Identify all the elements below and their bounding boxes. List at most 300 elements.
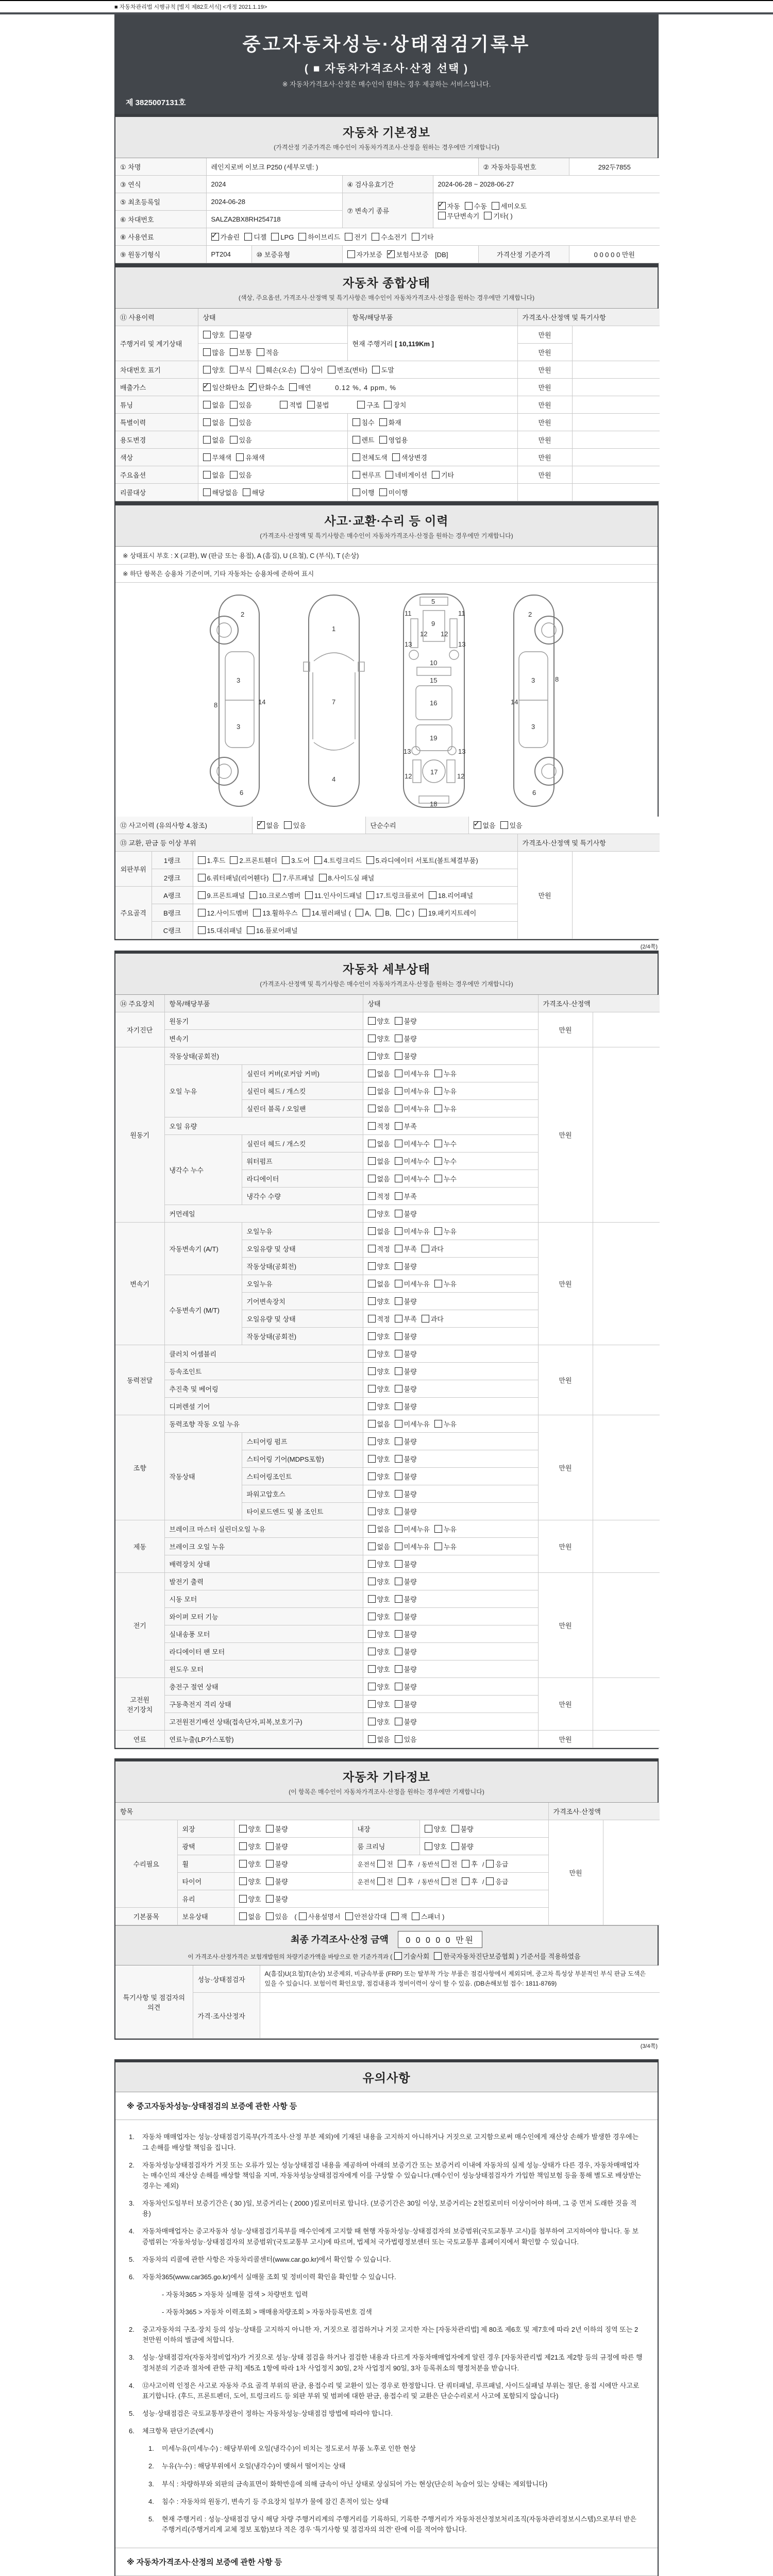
checkbox-icon[interactable] [266,1877,274,1885]
checkbox-icon[interactable] [368,1210,376,1217]
checkbox[interactable] [239,1841,261,1851]
checkbox-icon[interactable] [462,1877,469,1885]
checkbox[interactable] [368,1331,390,1341]
checkbox[interactable] [395,1331,417,1341]
checkbox-icon[interactable] [395,1350,402,1358]
checkbox[interactable] [462,1876,478,1886]
checkbox-icon[interactable] [282,856,290,864]
checkbox[interactable] [451,1841,474,1851]
checkbox[interactable] [368,1612,390,1621]
checkbox[interactable] [395,1296,417,1306]
checkbox-icon[interactable] [377,1877,385,1885]
checkbox[interactable] [284,820,306,830]
checkbox[interactable] [247,925,298,935]
checkbox-icon[interactable] [395,1035,402,1042]
checkbox-icon[interactable] [366,856,374,864]
checkbox-icon[interactable] [368,1700,376,1708]
checkbox-icon[interactable] [368,1017,376,1025]
checkbox-icon[interactable] [438,212,446,219]
checkbox[interactable] [203,487,238,497]
checkbox-icon[interactable] [395,1140,402,1147]
checkbox-icon[interactable] [451,1842,459,1850]
checkbox[interactable] [230,347,252,357]
checkbox-icon[interactable] [307,401,315,409]
checkbox[interactable] [368,1401,390,1411]
checkbox-icon[interactable] [203,418,211,426]
checkbox-icon[interactable] [368,1525,376,1533]
checkbox[interactable] [368,1191,390,1201]
checkbox-icon[interactable] [368,1192,376,1200]
checkbox[interactable] [298,232,340,242]
checkbox[interactable] [352,470,381,480]
checkbox-icon[interactable] [284,821,292,829]
checkbox[interactable] [230,470,252,480]
checkbox[interactable] [434,1174,457,1183]
checkbox[interactable] [239,1824,261,1834]
checkbox[interactable] [395,1226,430,1236]
checkbox[interactable] [395,1682,417,1691]
checkbox[interactable] [368,1541,390,1551]
checkbox-icon[interactable] [395,1437,402,1445]
checkbox-icon[interactable] [319,874,327,882]
checkbox-icon[interactable] [368,1280,376,1287]
checkbox[interactable] [368,1174,390,1183]
checkbox[interactable] [486,1859,508,1869]
checkbox[interactable] [203,435,225,445]
checkbox-icon[interactable] [257,348,264,356]
checkbox-icon[interactable] [391,1912,399,1920]
checkbox[interactable] [395,1524,430,1534]
checkbox[interactable] [395,1314,417,1324]
checkbox-icon[interactable] [239,1860,247,1868]
checkbox[interactable] [434,1086,457,1096]
checkbox-icon[interactable] [432,471,440,479]
checkbox-icon[interactable] [368,1490,376,1498]
checkbox-icon[interactable] [203,471,211,479]
checkbox[interactable] [395,1104,430,1113]
checkbox-icon[interactable] [368,1140,376,1147]
checkbox-icon[interactable] [368,1350,376,1358]
checkbox-icon[interactable] [249,891,257,899]
checkbox[interactable] [412,232,434,242]
checkbox-icon[interactable] [395,1367,402,1375]
checkbox[interactable] [198,925,242,935]
checkbox[interactable] [253,908,297,918]
checkbox[interactable] [395,1717,417,1726]
checkbox-icon[interactable] [387,250,395,258]
checkbox-icon[interactable] [368,1157,376,1165]
checkbox[interactable] [395,1612,417,1621]
checkbox[interactable] [314,855,362,865]
checkbox-checked[interactable] [438,201,460,211]
checkbox-icon[interactable] [368,1472,376,1480]
checkbox[interactable] [434,1419,457,1429]
checkbox-icon[interactable] [253,909,261,917]
checkbox[interactable] [203,400,225,410]
checkbox-icon[interactable] [289,383,297,391]
checkbox-icon[interactable] [395,1648,402,1655]
checkbox-icon[interactable] [352,436,360,444]
checkbox[interactable] [368,1139,390,1148]
checkbox[interactable] [266,1859,288,1869]
checkbox-icon[interactable] [368,1245,376,1252]
checkbox[interactable] [301,365,323,375]
checkbox-icon[interactable] [398,1860,406,1868]
checkbox-icon[interactable] [366,891,374,899]
checkbox-icon[interactable] [384,401,392,409]
checkbox[interactable] [442,1876,458,1886]
checkbox[interactable] [368,1734,390,1744]
checkbox-checked[interactable] [211,232,240,242]
checkbox-icon[interactable] [434,1420,442,1428]
checkbox[interactable] [395,1191,417,1201]
checkbox-icon[interactable] [203,436,211,444]
checkbox[interactable] [395,1489,417,1499]
checkbox[interactable] [395,1156,430,1166]
checkbox-icon[interactable] [484,212,492,219]
checkbox-icon[interactable] [395,1262,402,1270]
checkbox-icon[interactable] [257,821,265,829]
checkbox-icon[interactable] [368,1595,376,1603]
checkbox-icon[interactable] [396,909,404,917]
checkbox[interactable] [395,1559,417,1569]
checkbox[interactable] [230,417,252,427]
checkbox[interactable] [395,1471,417,1481]
checkbox-icon[interactable] [395,1157,402,1165]
checkbox-icon[interactable] [368,1648,376,1655]
checkbox-icon[interactable] [345,1912,353,1920]
checkbox[interactable] [434,1139,457,1148]
checkbox-icon[interactable] [230,401,238,409]
checkbox-icon[interactable] [198,891,206,899]
checkbox-icon[interactable] [239,1895,247,1903]
checkbox-icon[interactable] [395,1560,402,1568]
checkbox[interactable] [368,1156,390,1166]
checkbox-icon[interactable] [357,401,365,409]
checkbox[interactable] [368,1717,390,1726]
checkbox[interactable] [307,400,329,410]
checkbox[interactable] [395,1069,430,1078]
checkbox[interactable] [368,1454,390,1464]
checkbox[interactable] [198,855,226,865]
checkbox-icon[interactable] [266,1825,274,1833]
checkbox-icon[interactable] [486,1877,494,1885]
checkbox[interactable] [484,211,512,221]
checkbox[interactable] [434,1156,457,1166]
checkbox[interactable] [395,1261,417,1271]
checkbox-icon[interactable] [434,1105,442,1112]
checkbox-icon[interactable] [211,233,219,241]
checkbox-icon[interactable] [434,1175,442,1182]
checkbox[interactable] [282,855,310,865]
checkbox-icon[interactable] [368,1507,376,1515]
checkbox-icon[interactable] [395,1070,402,1077]
checkbox[interactable] [394,1951,429,1961]
checkbox[interactable] [395,1664,417,1674]
checkbox[interactable] [368,1296,390,1306]
checkbox-checked[interactable] [249,382,284,392]
checkbox[interactable] [395,1734,417,1744]
checkbox[interactable] [203,452,232,462]
checkbox[interactable] [230,400,252,410]
checkbox[interactable] [395,1577,417,1586]
checkbox-icon[interactable] [395,1420,402,1428]
checkbox-icon[interactable] [230,418,238,426]
checkbox-icon[interactable] [356,909,363,917]
checkbox[interactable] [422,1314,444,1324]
checkbox-icon[interactable] [395,1227,402,1235]
checkbox-icon[interactable] [429,891,436,899]
checkbox[interactable] [266,1824,288,1834]
checkbox-icon[interactable] [368,1262,376,1270]
checkbox-icon[interactable] [434,1070,442,1077]
checkbox-icon[interactable] [412,233,419,241]
checkbox-checked[interactable] [474,820,496,830]
checkbox[interactable] [203,330,225,340]
checkbox-icon[interactable] [314,856,322,864]
checkbox[interactable] [303,908,351,918]
checkbox[interactable] [398,1876,414,1886]
checkbox-icon[interactable] [395,1315,402,1323]
checkbox[interactable] [368,1577,390,1586]
checkbox-icon[interactable] [266,1895,274,1903]
checkbox[interactable] [395,1086,430,1096]
checkbox-icon[interactable] [368,1035,376,1042]
checkbox[interactable] [395,1629,417,1639]
checkbox-icon[interactable] [368,1560,376,1568]
checkbox[interactable] [395,1033,417,1043]
checkbox-icon[interactable] [395,1507,402,1515]
checkbox[interactable] [352,487,375,497]
checkbox-icon[interactable] [239,1912,247,1920]
checkbox-icon[interactable] [368,1455,376,1463]
checkbox-icon[interactable] [395,1122,402,1130]
checkbox[interactable] [412,1911,445,1921]
checkbox-icon[interactable] [419,909,427,917]
checkbox-icon[interactable] [474,821,481,829]
checkbox-icon[interactable] [203,331,211,338]
checkbox-icon[interactable] [395,1472,402,1480]
checkbox-icon[interactable] [395,1595,402,1603]
checkbox[interactable] [434,1951,580,1961]
checkbox[interactable] [347,249,382,259]
checkbox[interactable] [368,1069,390,1078]
checkbox[interactable] [492,201,527,211]
checkbox-icon[interactable] [203,383,211,391]
checkbox[interactable] [395,1016,417,1026]
checkbox[interactable] [239,1876,261,1886]
checkbox-icon[interactable] [347,250,355,258]
checkbox[interactable] [385,470,427,480]
checkbox[interactable] [438,211,480,221]
checkbox[interactable] [328,365,367,375]
checkbox[interactable] [368,1261,390,1271]
checkbox[interactable] [395,1419,430,1429]
checkbox[interactable] [395,1279,430,1289]
checkbox-icon[interactable] [203,348,211,356]
checkbox-icon[interactable] [368,1087,376,1095]
checkbox[interactable] [239,1894,261,1904]
checkbox-icon[interactable] [368,1613,376,1620]
checkbox[interactable] [395,1506,417,1516]
checkbox-icon[interactable] [372,233,379,241]
checkbox[interactable] [368,1436,390,1446]
checkbox-icon[interactable] [434,1543,442,1550]
checkbox-icon[interactable] [198,926,206,934]
checkbox-icon[interactable] [398,1877,406,1885]
checkbox[interactable] [249,890,300,900]
checkbox[interactable] [266,1841,288,1851]
checkbox[interactable] [280,400,302,410]
checkbox[interactable] [368,1244,390,1253]
checkbox-icon[interactable] [239,1842,247,1850]
checkbox-icon[interactable] [368,1578,376,1585]
checkbox-icon[interactable] [305,891,313,899]
checkbox-icon[interactable] [451,1825,459,1833]
checkbox[interactable] [368,1226,390,1236]
checkbox[interactable] [198,873,269,883]
checkbox-icon[interactable] [395,1578,402,1585]
checkbox-icon[interactable] [266,1842,274,1850]
checkbox-icon[interactable] [345,233,352,241]
checkbox-icon[interactable] [266,1860,274,1868]
checkbox-icon[interactable] [230,348,238,356]
checkbox-icon[interactable] [273,874,281,882]
checkbox-icon[interactable] [395,1543,402,1550]
checkbox[interactable] [434,1541,457,1551]
checkbox-icon[interactable] [368,1105,376,1112]
checkbox-icon[interactable] [486,1860,494,1868]
checkbox[interactable] [368,1384,390,1394]
checkbox-icon[interactable] [328,366,335,374]
checkbox-icon[interactable] [239,1825,247,1833]
checkbox[interactable] [368,1033,390,1043]
checkbox[interactable] [366,855,478,865]
checkbox-icon[interactable] [394,1952,402,1960]
checkbox[interactable] [486,1876,508,1886]
checkbox[interactable] [345,1911,387,1921]
checkbox[interactable] [357,400,379,410]
checkbox-icon[interactable] [368,1735,376,1743]
checkbox-icon[interactable] [395,1245,402,1252]
checkbox[interactable] [203,365,225,375]
checkbox[interactable] [395,1209,417,1218]
checkbox[interactable] [230,365,252,375]
checkbox-icon[interactable] [198,909,206,917]
checkbox[interactable] [379,487,408,497]
checkbox[interactable] [434,1069,457,1078]
checkbox-icon[interactable] [442,1877,449,1885]
checkbox-icon[interactable] [368,1683,376,1690]
checkbox[interactable] [368,1682,390,1691]
checkbox[interactable] [395,1541,430,1551]
checkbox[interactable] [395,1139,430,1148]
checkbox-icon[interactable] [271,233,279,241]
checkbox[interactable] [352,452,388,462]
checkbox-icon[interactable] [247,926,255,934]
checkbox-icon[interactable] [368,1718,376,1725]
checkbox[interactable] [395,1699,417,1709]
checkbox-icon[interactable] [395,1402,402,1410]
checkbox[interactable] [419,908,476,918]
checkbox-icon[interactable] [434,1525,442,1533]
checkbox-icon[interactable] [395,1525,402,1533]
checkbox-icon[interactable] [395,1175,402,1182]
checkbox[interactable] [236,452,265,462]
checkbox-icon[interactable] [425,1842,432,1850]
checkbox[interactable] [425,1841,447,1851]
checkbox-icon[interactable] [395,1665,402,1673]
checkbox-icon[interactable] [395,1683,402,1690]
checkbox-icon[interactable] [352,453,360,461]
checkbox[interactable] [395,1436,417,1446]
checkbox[interactable] [368,1559,390,1569]
checkbox-icon[interactable] [379,436,387,444]
checkbox[interactable] [395,1384,417,1394]
checkbox-icon[interactable] [368,1665,376,1673]
checkbox[interactable] [395,1454,417,1464]
checkbox-icon[interactable] [395,1052,402,1060]
checkbox-icon[interactable] [368,1070,376,1077]
checkbox-icon[interactable] [434,1952,442,1960]
checkbox-icon[interactable] [395,1017,402,1025]
checkbox[interactable] [368,1016,390,1026]
checkbox[interactable] [239,1859,261,1869]
checkbox[interactable] [230,435,252,445]
checkbox[interactable] [368,1419,390,1429]
checkbox-icon[interactable] [368,1630,376,1638]
checkbox-icon[interactable] [198,856,206,864]
checkbox-icon[interactable] [236,453,244,461]
checkbox[interactable] [395,1647,417,1656]
checkbox[interactable] [299,1911,341,1921]
checkbox[interactable] [395,1366,417,1376]
checkbox[interactable] [392,452,427,462]
checkbox[interactable] [266,1876,288,1886]
checkbox-icon[interactable] [249,383,257,391]
checkbox-icon[interactable] [395,1700,402,1708]
checkbox-icon[interactable] [392,453,400,461]
checkbox-icon[interactable] [368,1052,376,1060]
checkbox[interactable] [395,1594,417,1604]
checkbox[interactable] [239,1911,261,1921]
checkbox[interactable] [465,201,487,211]
checkbox[interactable] [368,1664,390,1674]
checkbox-icon[interactable] [368,1402,376,1410]
checkbox[interactable] [429,890,473,900]
checkbox[interactable] [434,1524,457,1534]
checkbox-icon[interactable] [425,1825,432,1833]
checkbox-icon[interactable] [230,366,238,374]
checkbox-icon[interactable] [368,1315,376,1323]
checkbox[interactable] [377,1859,393,1869]
checkbox[interactable] [422,1244,444,1253]
checkbox[interactable] [257,365,296,375]
checkbox-icon[interactable] [395,1087,402,1095]
checkbox[interactable] [368,1594,390,1604]
checkbox-icon[interactable] [368,1297,376,1305]
checkbox-icon[interactable] [368,1332,376,1340]
checkbox-icon[interactable] [203,453,211,461]
checkbox[interactable] [203,417,225,427]
checkbox[interactable] [352,435,375,445]
checkbox[interactable] [289,382,311,392]
checkbox[interactable] [398,1859,414,1869]
checkbox[interactable] [379,417,401,427]
checkbox[interactable] [368,1647,390,1656]
checkbox-icon[interactable] [395,1630,402,1638]
checkbox-icon[interactable] [434,1087,442,1095]
